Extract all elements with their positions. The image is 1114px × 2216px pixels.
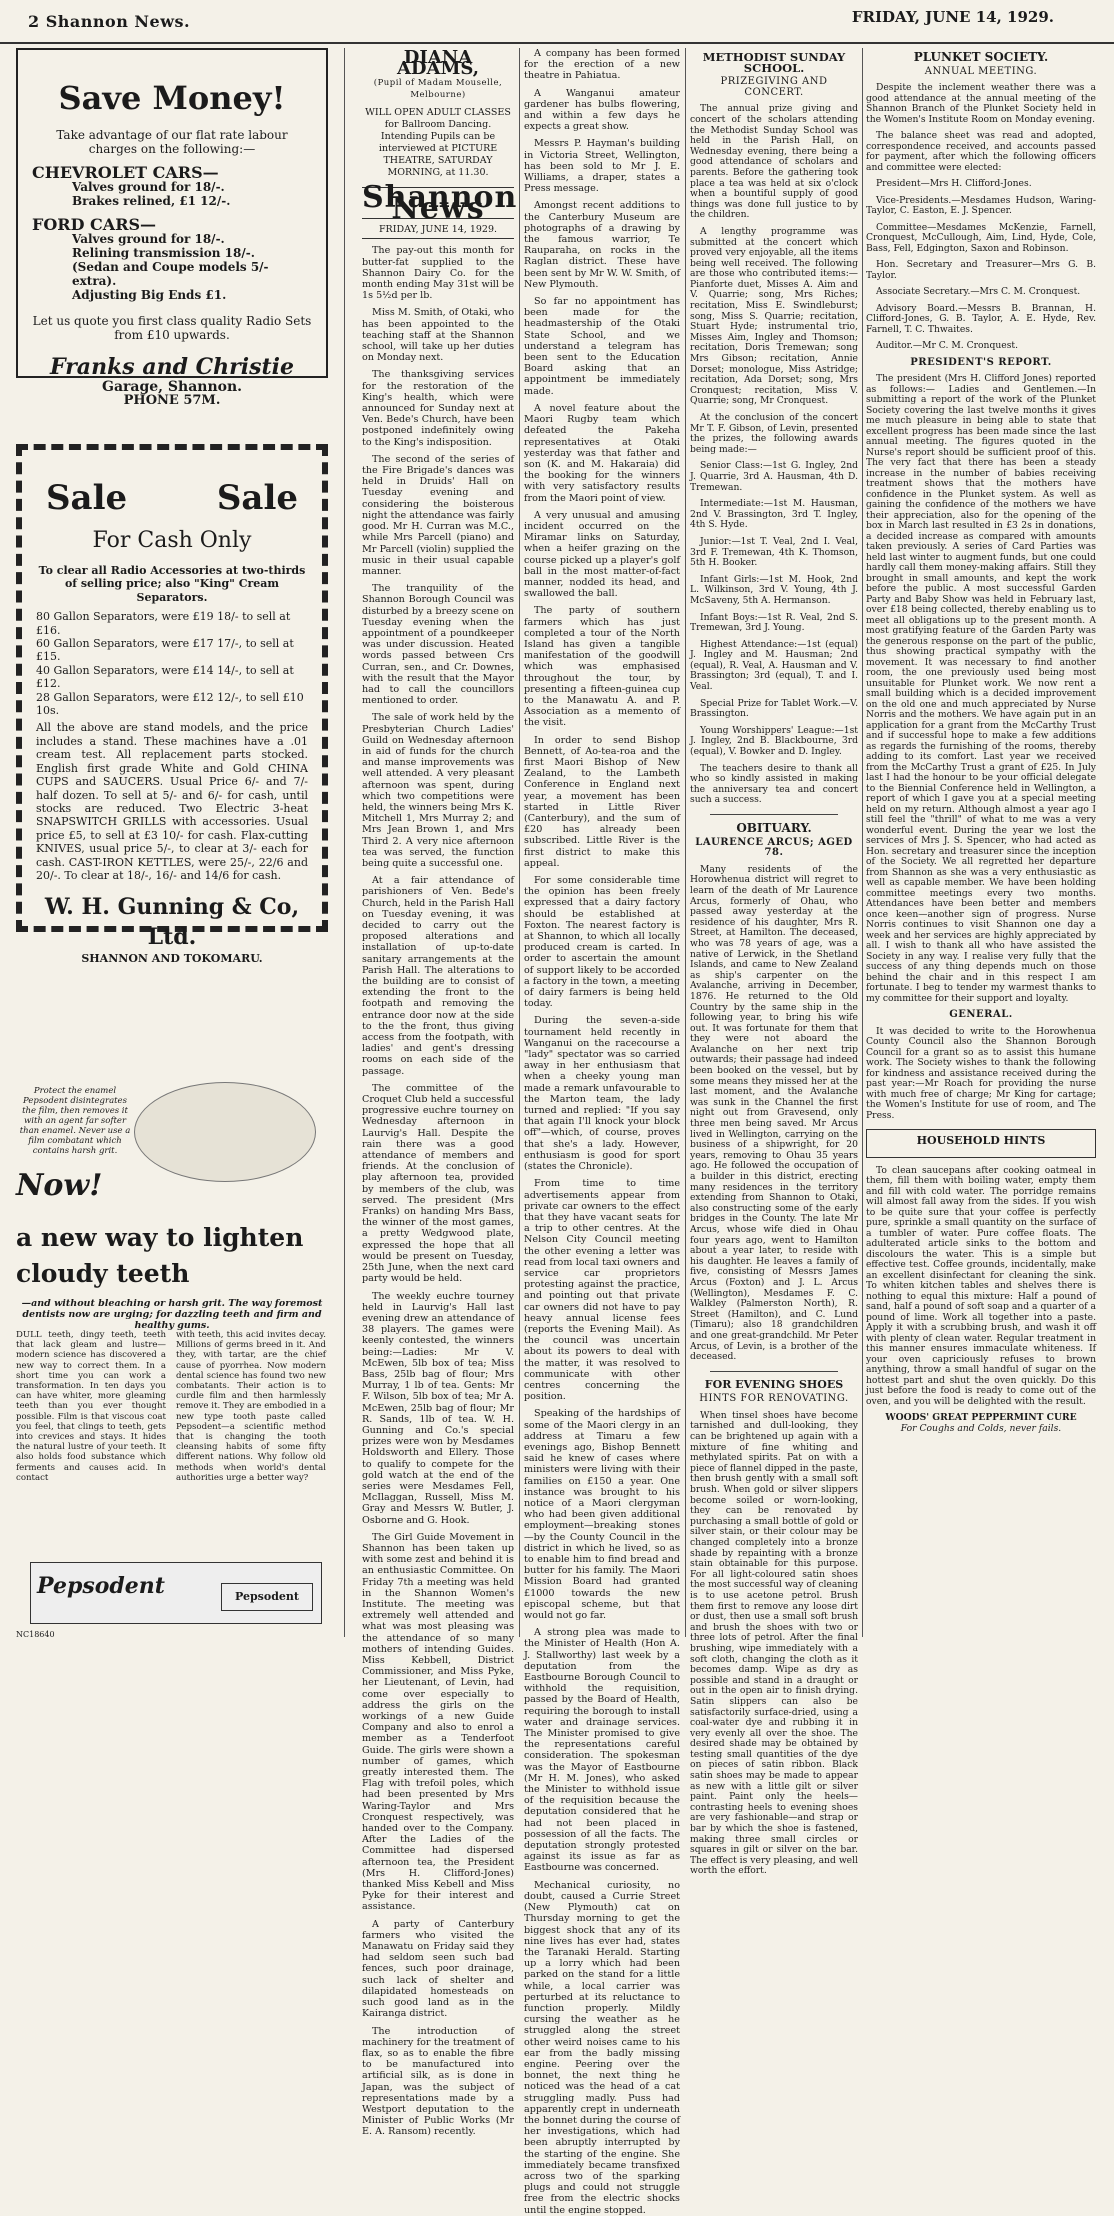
news-paragraph: A novel feature about the Maori Rugby team which defeated the Pakeha representatives at Otaki yesterday was that father and son (K. and M. Hakaraia) did the booking for the winners with very satisfactory results from the Maori point of view. [524, 402, 680, 504]
methodist-heading: METHODIST SUNDAY SCHOOL. [702, 50, 846, 75]
news-paragraph: A party of Canterbury farmers who visited the Manawatu on Friday said they had seldom seen such bad fences, such poor drainage, such lack of shelter and dilapidated homesteads on such good land as in the Kairanga district. [362, 1918, 514, 2020]
sale-advert [16, 444, 328, 966]
news-column-3 [524, 48, 680, 2216]
prize-line: Young Worshippers' League:—1st J. Ingley, 2nd B. Blackbourne, 3rd (equal), V. Bowker and D. Ingley. [690, 724, 858, 758]
news-paragraph: The weekly euchre tourney held in Laurvig's Hall last evening drew an attendance of 38 players. The games were keenly contested, the winners being:—Ladies: Mr V. McEwen, 5lb box of tea; Miss Bass, 25lb bag of flour; Mrs Murray, 1 lb of tea. Gents: Mr F. Wilson, 5lb box of tea; Mr A. McEwen, 25lb bag of flour; Mr R. Sands, 1lb of tea. W. H. Gunning and Co.'s special prizes were won by Mesdames Holdsworth and Ellery. Those to qualify to compete for the gold watch at the end of the series were Mesdames Fell, McIlaggan, Russell, Miss M. Gray and Messrs W. Butler, J. Osborne and G. Hook. [362, 1290, 514, 1526]
pepsodent-advert [16, 1082, 328, 1642]
news-paragraph: A company has been formed for the erection of a new theatre in Pahiatua. [524, 48, 680, 82]
advert-intro: Take advantage of our flat rate labour charges on the following:— [56, 128, 288, 156]
prize-line: Junior:—1st T. Veal, 2nd I. Veal, 3rd F. Tremewan, 4th K. Thomson, 5th H. Booker. [690, 535, 858, 569]
advert-column [16, 48, 328, 1647]
prize-line: Intermediate:—1st M. Hausman, 2nd V. Brassington, 3rd T. Ingley, 4th S. Hyde. [690, 498, 858, 531]
officer-line: Advisory Board.—Messrs B. Brannan, H. Clifford-Jones, G. B. Taylor, A. E. Hyde, Rev. Farnell, T. C. Thwaites. [866, 302, 1096, 335]
news-paragraph: For some considerable time the opinion has been freely expressed that a dairy factory should be established at Foxton. The nearest factory is at Shannon, to which all locally produced cream is carted. In order to ascertain the amount of support likely to be accorded a factory in the town, a meeting of dairy farmers is being held today. [524, 875, 680, 1010]
prize-line: Senior Class:—1st G. Ingley, 2nd J. Quarrie, 3rd A. Hausman, 4th D. Tremewan. [690, 460, 858, 493]
report-heading: PRESIDENT'S REPORT. [910, 356, 1052, 368]
news-paragraph: The party of southern farmers which has just completed a tour of the North Island has given a tangible manifestation of the goodwill which was emphasised throughout the tour, by presenting a fifteen-guinea cup to the Manawatu A. and P. Association as a memento of the visit. [524, 605, 680, 729]
section-divider [710, 814, 838, 815]
enamel-caption: Protect the enamel Pepsodent disintegrates the film, then removes it with an agent far softer than enamel. Never use a film combatant which contains harsh grit. [19, 1086, 131, 1156]
news-paragraph: The second of the series of the Fire Brigade's dances was held in Druids' Hall on Tuesday evening and considering the boisterous night the attendance was fairly good. Mr H. Curran was M.C., while Mrs Parcell (piano) and Mr Parcell (violin) supplied the music in their usual capable manner. [362, 453, 514, 577]
news-paragraph: Miss M. Smith, of Otaki, who has been appointed to the teaching staff at the Shannon school, will take up her duties on Monday next. [362, 307, 514, 364]
plunket-heading: PLUNKET SOCIETY. [913, 50, 1049, 64]
evening-shoes-subheading: HINTS FOR RENOVATING. [699, 1393, 849, 1405]
news-paragraph: From time to time advertisements appear from private car owners to the effect that they have vacant seats for a trip to other centres. At the Nelson City Council meeting the other evening a letter was read from local taxi owners and service car proprietors protesting against the practice, and pointing out that private car owners did not have to pay heavy annual license fees (reports the Evening Mail). As the council was uncertain about its powers to deal with the matter, it was resolved to communicate with other centres concerning the position. [524, 1178, 680, 1403]
chevrolet-line: Brakes relined, £1 12/-. [72, 194, 231, 208]
news-paragraph: Messrs P. Hayman's building in Victoria Street, Wellington, has been sold to Mr J. E. Williams, a draper, states a Press message. [524, 138, 680, 195]
column-rule [519, 48, 520, 1637]
prize-line: Infant Boys:—1st R. Veal, 2nd S. Tremewan, 3rd J. Young. [690, 611, 858, 634]
household-hints-box [866, 1129, 1096, 1158]
news-paragraph: The balance sheet was read and adopted, correspondence received, and accounts passed for payment, after which the following officers and committee were elected: [866, 130, 1096, 173]
news-paragraph: So far no appointment has been made for the headmastership of the Otaki State School, and we understand a telegram has been sent to the Education Board asking that an appointment be immediately made. [524, 296, 680, 397]
ford-line: Relining transmission 18/-. [72, 246, 255, 260]
news-paragraph: The annual prize giving and concert of the scholars attending the Methodist Sunday School was held in the Parish Hall, on Wednesday evening, there being a good attendance of scholars and parents. Before the gathering took place a tea was held at six o'clock when a bountiful supply of good things was done full justice to by the children. [690, 103, 858, 221]
obituary-text: Many residents of the Horowhenua district will regret to learn of the death of Mr Laurence Arcus, formerly of Ohau, who passed away yesterday at the residence of his daughter, Mrs R. Street, at Hamilton. The deceased, who was 78 years of age, was a native of Lerwick, in the Shetland Islands, and came to New Zealand as ship's carpenter on the Avalanche, arriving in December, 1876. He returned to the Old Country by the same ship in the following year, to bring his wife out. It was fortunate for them that they were not aboard the Avalanche on her next trip outwards; their passage had indeed been booked on the vessel, but by some means they missed her at the last moment, and the Avalanche was sunk in the Channel the first night out from Gravesend, only three men being saved. Mr Arcus lived in Wellington, carrying on the business of a shipwright, for 20 years, removing to Ohau 35 years ago. He followed the occupation of a builder in this district, erecting many residences in the territory extending from Shannon to Otaki, also constructing some of the early bridges in the County. The late Mr Arcus, whose wife died in Ohau four years ago, went to Hamilton about a year later, to reside with his daughter. He leaves a family of five, consisting of Messrs James Arcus (Foxton) and J. L. Arcus (Wellington), Mesdames F. C. Walkley (Palmerston North), R. Street (Hamilton), and C. Lund (Timaru); also 18 grandchildren and one great-grandchild. Mr Peter Arcus, of Levin, is a brother of the deceased. [690, 863, 858, 1363]
advert-title: Save Money! [58, 79, 286, 117]
news-paragraph: A very unusual and amusing incident occurred on the Miramar links on Saturday, when a heifer grazing on the course picked up a player's golf ball in the most matter-of-fact manner, nodded its head, and swallowed the ball. [524, 509, 680, 600]
news-paragraph: Mechanical curiosity, no doubt, caused a Currie Street (New Plymouth) cat on Thursday morning to get the biggest shock that any of its nine lives has ever had, states the Taranaki Herald. Starting up a lorry which had been parked on the stand for a little while, a local carrier was perturbed at its reluctance to function properly. Mildly cursing the weather as he struggled along the street other weird noises came to his ear from the badly missing engine. Peering over the bonnet, the next thing he noticed was the head of a cat struggling madly. Puss had apparently crept in underneath the bonnet during the course of her investigations, which had been abruptly interrupted by the starting of the engine. She immediately became transfixed across two of the sparking plugs and could not struggle free from the electric shocks until the engine stopped. [524, 1879, 680, 2216]
prize-line: Highest Attendance:—1st (equal) J. Ingley and M. Hausman; 2nd (equal), R. Veal, A. Hausman and V. Brassington; 3rd (equal), T. and I. Veal. [690, 638, 858, 693]
ford-heading: FORD CARS— [32, 215, 157, 234]
page-number-title: 2 Shannon News. [28, 12, 191, 31]
ford-line: (Sedan and Coupe models 5/- extra). [72, 260, 269, 288]
pepsodent-box: Pepsodent [221, 1583, 313, 1611]
news-column-4 [690, 48, 858, 1877]
news-paragraph: The tranquility of the Shannon Borough Council was disturbed by a breezy scene on Tuesday evening when the appointment of a poundkeeper was under discussion. Heated words passed between Crs Curran, sen., and Cr. Downes, with the result that the Mayor had to call the councillors mentioned to order. [362, 583, 514, 707]
column-rule [344, 48, 345, 1637]
pepsodent-body-left: DULL teeth, dingy teeth, teeth that lack gleam and lustre—modern science has discovered a new way to correct them. In a short time you can work a transformation. In ten days you can have whiter, more gleaming teeth than you ever thought possible. Film is that viscous coat you feel, that clings to teeth, gets into crevices and stays. It hides the natural lustre of your teeth. It also holds food substance which ferments and causes acid. In contact [16, 1330, 166, 1483]
column-rule [685, 48, 686, 1637]
section-divider [710, 1371, 838, 1372]
news-column-2 [362, 47, 518, 2138]
chevrolet-line: Valves ground for 18/-. [72, 180, 225, 194]
pepsodent-tagline: —and without bleaching or harsh grit. The way foremost dentists now are urging; for dazzling teeth and firm and healthy gums. [21, 1298, 323, 1331]
news-paragraph: The thanksgiving services for the restoration of the King's health, which were announced for Sunday next at Ven. Bede's Church, have been postponed indefinitely owing to the King's indisposition. [362, 369, 514, 448]
news-paragraph: The pay-out this month for butter-fat supplied to the Shannon Dairy Co. for the month ending May 31st will be 1s 5½d per lb. [362, 245, 514, 302]
general-heading: GENERAL. [949, 1009, 1013, 1020]
firm-phone: PHONE 57M. [123, 393, 221, 408]
masthead-date: FRIDAY, JUNE 14, 1929. [362, 221, 514, 239]
news-paragraph: The teachers desire to thank all who so kindly assisted in making the anniversary tea and concert such a success. [690, 762, 858, 806]
news-paragraph: The introduction of machinery for the treatment of flax, so as to enable the fibre to be manufactured into artificial silk, as is done in Japan, was the subject of representations made by a Westport deputation to the Minister of Public Works (Mr E. A. Ransom) recently. [362, 2025, 514, 2138]
news-paragraph: In order to send Bishop Bennett, of Ao-tea-roa and the first Maori Bishop of New Zealand, to the Lambeth Conference in England next year, a movement has been started in Little River (Canterbury), and the sum of £20 has already been subscribed. Little River is the first district to make this appeal. [524, 734, 680, 869]
advert-code: NC18640 [16, 1629, 55, 1639]
news-paragraph: The committee of the Croquet Club held a successful progressive euchre tourney on Wednesday afternoon in Laurvig's Hall. Despite the rain there was a good attendance of members and friends. At the conclusion of play afternoon tea, provided by members of the club, was served. The president (Mrs Franks) on handing Mrs Bass, the winner of the most games, a pretty Wedgwood plate, expressed the hope that all would be present on Tuesday, 25th June, when the next card party would be held. [362, 1082, 514, 1285]
obituary-subheading: LAURENCE ARCUS; AGED 78. [695, 836, 853, 859]
report-text: The president (Mrs H. Clifford Jones) reported as follows:— Ladies and Gentlemen.—In submitting a report of the work of the Plunket Society covering the last twelve months it gives me much pleasure in being able to state that excellent progress has been made since the last annual meeting. The figures quoted in the Nurse's report should be sufficient proof of this. The very fact that there has been a steady increase in the number of babies receiving treatment shows that the mothers have confidence in the Plunket system. As well as gaining the confidence of the mothers we have their appreciation, also for the opening of the box in March last resulted in £3 2s in donations, a decided increase as compared with amounts taken previously. A series of Card Parties was held last winter to augment funds, but one could hardly call them money-making affairs. Still they brought in small amounts, and kept the work before the public. A most successful Garden Party and Baby Show was held in February last, over £18 being collected, thereby enabling us to meet all obligations up to the present month. A most gratifying feature of the Garden Party was the generous response on the part of the public, thus showing practical sympathy with the movement. It was necessary to find another room, the one previously used being most unsuitable for Plunket work. We now rent a small building which is a decided improvement on the old one and much appreciated by Nurse Norris and the mothers. We have again put in an application for a grant from the McCarthy Trust and if successful hope to make a few additions as regards the furnishing of the rooms, thereby adding to its comfort. Last year we received from the McCarthy Trust a grant of £25. In July last I had the honour to be your official delegate to the Biennial Conference held in Wellington, a report of which I gave you at a special meeting held on my return. Although almost a year ago I still feel the "thrill" of what to me was a very wonderful event. During the year we lost the services of Mrs J. S. Spencer, who had acted as Hon. secretary and treasurer since the inception of the Society. We all regretted her departure from Shannon as she was a very enthusiastic as well as capable member. We have been holding committee meetings every two months. Attendances have been better and members once keen—another sign of progress. Nurse Norris continues to visit Shannon one day a week and her services are highly appreciated by all. I wish to thank all who have assisted the Society in any way. I realise very fully that the success of any thing depends much on those behind the chair and in this respect I am fortunate. I beg to tender my warmest thanks to my committee for their support and loyalty. [866, 373, 1096, 1004]
gunning-firm-name: W. H. Gunning & Co, Ltd. [44, 894, 300, 951]
pepsodent-headline: a new way to lighten cloudy teeth [16, 1223, 304, 1288]
page-date: FRIDAY, JUNE 14, 1929. [851, 8, 1054, 26]
masthead: Shannon News [362, 179, 518, 227]
plunket-subheading: ANNUAL MEETING. [924, 65, 1038, 77]
firm-garage: Garage, Shannon. [101, 379, 243, 395]
evening-shoes-text: When tinsel shoes have become tarnished and dull-looking, they can be brightened up again with a mixture of fine whiting and methylated spirits. Pat on with a piece of flannel dipped in the paste, then brush gently with a small soft brush. When gold or silver slippers become soiled or worn-looking, they can be renovated by purchasing a small bottle of gold or silver stain, or their colour may be changed completely into a bronze shade by repainting with a bronze stain obtainable for this purpose. For all light-coloured satin shoes the most successful way of cleaning is to use acetone petrol. Brush them first to remove any loose dirt or dust, then use a small soft brush and brush the shoes with two or three lots of petrol. After the final brushing, wipe immediately with a soft cloth, changing the cloth as it becomes damp. Wipe as dry as possible and stand in a draught or out in the open air to finish drying. Satin slippers can also be satisfactorily surface-dried, using a coal-water dye and rubbing it in very evenly all over the shoe. The desired shade may be obtained by testing small quantities of the dye on pieces of satin ribbon. Black satin shoes may be made to appear as new with a little gilt or silver paint. Paint only the heels—contrasting heels to evening shoes are very fashionable—and strap or bar by which the shoe is fastened, making three small circles or squares in gilt or silver on the bar. The effect is very pleasing, and well worth the effort. [690, 1409, 858, 1877]
officer-line: President—Mrs H. Clifford-Jones. [876, 178, 1032, 189]
news-paragraph: At the conclusion of the concert Mr T. F. Gibson, of Levin, presented the prizes, the following awards being made:— [690, 412, 858, 455]
news-paragraph: During the seven-a-side tournament held recently in Wanganui on the racecourse a "lady" spectator was so carried away in her enthusiasm that when a cheeky young man made a remark unfavourable to the Marton team, the lady turned and replied: "If you say that again I'll knock your block off"—which, of course, proves that she's a lady. However, enthusiasm is good for sport (states the Chronicle). [524, 1015, 680, 1173]
separator-price-item: 60 Gallon Separators, were £17 17/-, to sell at £15. [36, 637, 294, 664]
woods-tagline: For Coughs and Colds, never fails. [900, 1422, 1062, 1434]
officer-line: Associate Secretary.—Mrs C. M. Cronquest. [876, 286, 1081, 297]
officer-line: Committee—Mesdames McKenzie, Farnell, Cronquest, McCullough, Aim, Lind, Hyde, Cole, Bass, Fell, Edgington, Saxon and Robinson. [866, 221, 1096, 254]
pepsodent-body-right: with teeth, this acid invites decay. Millions of germs breed in it. And they, with tartar, are the chief cause of pyorrhea. Now modern dental science has found two new combatants. Their action is to curdle film and then harmlessly remove it. They are embodied in a new type tooth paste called Pepsodent—a scientific method that is changing the tooth cleansing habits of some fifty different nations. Why follow old methods when world's dental authorities urge a better way? [176, 1330, 326, 1483]
gunning-location: SHANNON AND TOKOMARU. [81, 952, 263, 966]
household-hints-text: To clean saucepans after cooking oatmeal in them, fill them with boiling water, empty them and fill with cold water. The porridge remains will almost fall away from the sides. If you wish to be quite sure that your coffee is perfectly pure, sprinkle a small quantity on the surface of a tumbler of water. Pure coffee floats. The adulterated article sinks to the bottom and discolours the water. This is a simple but effective test. Coffee grounds, incidentally, make an excellent disinfectant for cleaning the sink. To whiten kitchen tables and shelves there is nothing to equal this mixture: Half a pound of sand, half a pound of soft soap and a quarter of a pound of lime. Work all together into a paste. Apply it with a scrubbing brush, and wash it off with plenty of clean water. Regular treatment in this manner ensures immaculate whiteness. If your oven capriciously refuses to brown anything, throw a small handful of sugar on the hottest part and shut the oven quickly. Do this just before the food is ready to come out of the oven, and you will be delighted with the result. [866, 1164, 1096, 1407]
household-hints-heading: HOUSEHOLD HINTS [916, 1134, 1046, 1147]
separator-price-item: 28 Gallon Separators, were £12 12/-, to sell £10 10s. [36, 690, 304, 718]
separator-price-item: 40 Gallon Separators, were £14 14/-, to sell at £12. [36, 663, 294, 691]
radio-offer: Let us quote you first class quality Radio Sets from £10 upwards. [32, 314, 312, 342]
news-column-5 [866, 48, 1096, 1647]
obituary-heading: OBITUARY. [736, 821, 812, 835]
ford-line: Adjusting Big Ends £1. [72, 288, 227, 302]
evening-shoes-heading: FOR EVENING SHOES [704, 1377, 844, 1391]
pepsodent-brand: Pepsodent [37, 1573, 165, 1599]
prize-line: Special Prize for Tablet Work.—V. Brassington. [690, 697, 858, 720]
sale-heading: Sale [46, 478, 128, 518]
news-paragraph: The Girl Guide Movement in Shannon has been taken up with some zest and behind it is an enthusiastic Committee. On Friday 7th a meeting was held in the Shannon Women's Institute. The meeting was extremely well attended and what was most pleasing was the attendance of so many mothers of intending Guides. Miss Kebbell, District Commissioner, and Miss Pyke, her Lieutenant, of Levin, had come over especially to address the girls on the workings of a new Guide Company and also to enrol a member as a Tenderfoot Guide. The girls were shown a number of games, which greatly interested them. The Flag with trefoil poles, which had been presented by Mrs Waring-Taylor and Mrs Cronquest respectively, was handed over to the Company. After the Ladies of the Committee had dispersed afternoon tea, the President (Mrs H. Clifford-Jones) thanked Miss Kebell and Miss Pyke for their interest and assistance. [362, 1531, 514, 1913]
column-rule [862, 48, 863, 1637]
woods-advert: WOODS' GREAT PEPPERMINT CURE [885, 1412, 1077, 1423]
news-paragraph: Amongst recent additions to the Canterbury Museum are photographs of a drawing by the famous warrior, Te Rauparaha, on rocks in the Raglan district. These have been sent by Mr W. W. Smith, of New Plymouth. [524, 200, 680, 290]
firm-name: Franks and Christie [49, 354, 294, 380]
news-paragraph: A strong plea was made to the Minister of Health (Hon A. J. Stallworthy) last week by a deputation from the Eastbourne Borough Council to withhold the requisition, passed by the Board of Health, requiring the borough to install water and drainage services. The Minister promised to give the representations careful consideration. The spokesman was the Mayor of Eastbourne (Mr H. M. Jones), who asked the Minister to withhold issue of the requisition because the deputation considered that he had not been placed in possession of all the facts. The deputation strongly protested against its issue as far as Eastbourne was concerned. [524, 1627, 680, 1874]
diana-adams-pupil: (Pupil of Madam Mouselle, Melbourne) [373, 78, 503, 100]
chevrolet-heading: CHEVROLET CARS— [32, 163, 219, 182]
page-header [0, 0, 1114, 44]
separator-price-item: 80 Gallon Separators, were £19 18/- to sell at £16. [36, 610, 291, 637]
prize-line: Infant Girls:—1st M. Hook, 2nd L. Wilkinson, 3rd V. Young, 4th J. McSaveny, 5th A. Hermanson. [690, 573, 858, 606]
for-cash-only: For Cash Only [92, 528, 252, 553]
officer-line: Vice-Presidents.—Mesdames Hudson, Waring-Taylor, C. Easton, E. J. Spencer. [866, 194, 1096, 216]
news-paragraph: The sale of work held by the Presbyterian Church Ladies' Guild on Wednesday afternoon in aid of funds for the church and manse improvements was well attended. A very pleasant afternoon was spent, during which two competitions were held, the winners being Mrs K. Mitchell 1, Mrs Murray 2; and Mrs Jean Brown 1, and Mrs Third 2. A very nice afternoon tea was served, the function being quite a successful one. [362, 712, 514, 869]
news-paragraph: Despite the inclement weather there was a good attendance at the annual meeting of the Shannon Branch of the Plunket Society held in the Women's Institute Room on Monday evening. [866, 82, 1096, 125]
diana-adams-text: WILL OPEN ADULT CLASSES for Ballroom Dancing. Intending Pupils can be interviewed at PICTURE THEATRE, SATURDAY MORNING, at 11.30. [365, 106, 511, 178]
toothpaste-tube-illustration [30, 1562, 322, 1624]
news-paragraph: Speaking of the hardships of some of the Maori clergy in an address at Timaru a few evenings ago, Bishop Bennett said he knew of cases where ministers were living with their families on £150 a year. One instance was brought to his notice of a Maori clergyman who had been given additional employment—breaking stones—by the County Council in the district in which he lived, so as to enable him to find bread and butter for his family. The Maori Mission Board had granted £1000 towards the new episcopal scheme, but that would not go far. [524, 1408, 680, 1622]
now-headline: Now! [16, 1168, 103, 1203]
officer-line: Hon. Secretary and Treasurer—Mrs G. B. Taylor. [866, 259, 1096, 281]
smiling-women-illustration [134, 1082, 316, 1182]
sale-clearance-note: To clear all Radio Accessories at two-thirds of selling price; also "King" Cream Separators. [38, 564, 306, 604]
sale-body: All the above are stand models, and the price includes a stand. These machines have a .01 cream test. All replacement parts stocked. English first grade White and Gold CHINA CUPS and SAUCERS. Usual Price 6/- and 7/- half dozen. To sell at 5/- and 6/- for cash, until stocks are reduced. Two Electric 3-heat SNAPSWITCH GRILLS with accessories. Usual price £5, to sell at £3 10/- for cash. Flax-cutting KNIVES, usual price 5/-, to clear at 3/- each for cash. CAST-IRON KETTLES, were 25/-, 22/6 and 20/-. To clear at 18/-, 16/- and 14/6 for cash. [36, 721, 308, 882]
news-paragraph: A lengthy programme was submitted at the concert which proved very enjoyable, all the items being well received. The following are those who contributed items:—Pianforte duet, Misses A. Aim and V. Quarrie; song, Mrs Riches; recitation, Miss E. Swindleburst; song, Miss S. Quarrie; recitation, Stuart Hyde; instrumental trio, Misses Aim, Ingley and Thomson; recitation, Doris Tremewan; song Mrs Gibson; recitation, Annie Dorset; monologue, Miss Astridge; recitation, Ada Dorset; song, Mrs Cronquest; recitation, Miss V. Quarrie; song, Mr Cronquest. [690, 225, 858, 407]
news-paragraph: At a fair attendance of parishioners of Ven. Bede's Church, held in the Parish Hall on Tuesday evening, it was decided to carry out the proposed alterations and installation of up-to-date sanitary arrangements at the Parish Hall. The alterations to the building are to consist of extending the front to the footpath and removing the entrance door now at the side to the the front, thus giving access from the footpath, with ladies' and gent's dressing rooms on each side of the passage. [362, 875, 514, 1077]
sale-heading: Sale [216, 478, 298, 518]
ford-line: Valves ground for 18/-. [72, 232, 225, 246]
news-paragraph: A Wanganui amateur gardener has bulbs flowering, and within a few days he expects a great show. [524, 87, 680, 133]
save-money-advert [16, 48, 328, 408]
diana-adams-title: DIANA ADAMS, [396, 47, 480, 80]
officer-line: Auditor.—Mr C. M. Cronquest. [876, 340, 1019, 351]
methodist-subheading: PRIZEGIVING AND CONCERT. [720, 76, 828, 98]
general-text: It was decided to write to the Horowhenua County Council also the Shannon Borough Council for a grant so as to assist this humane work. The Society wishes to thank the following for kindness and assistance received during the past year:—Mr Roach for providing the nurse with much free of charge; Mr King for cartage; the Women's Institute for use of room, and The Press. [866, 1025, 1096, 1121]
